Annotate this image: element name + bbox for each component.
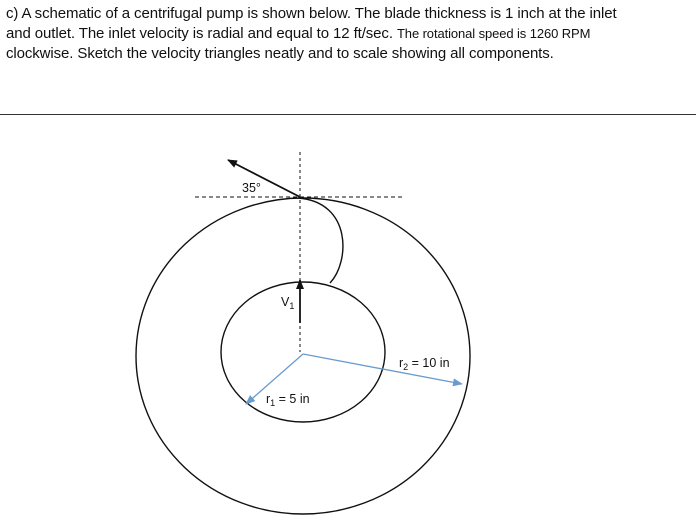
problem-line-3: clockwise. Sketch the velocity triangles neatly and to scale showing all components. <box>6 45 554 62</box>
r1-label-pre: r <box>266 392 271 406</box>
v1-label-main: V <box>281 295 290 309</box>
angle-label: 35° <box>242 181 261 195</box>
r2-label-post: = 10 in <box>408 356 450 370</box>
problem-line-2-text: and outlet. The inlet velocity is radial and equal to 12 ft/sec. <box>6 25 397 42</box>
problem-line-1: c) A schematic of a centrifugal pump is shown below. The blade thickness is 1 inch at the inlet <box>6 5 617 22</box>
v1-label <box>281 295 294 311</box>
r1-label <box>266 392 310 408</box>
r1-label-post: = 5 in <box>275 392 310 406</box>
r1-label-sub: 1 <box>270 398 276 408</box>
problem-line-2-rpm-text: The rotational speed is 1260 RPM <box>396 26 591 41</box>
impeller-blade <box>298 198 343 283</box>
v1-label-sub: 1 <box>289 301 295 311</box>
r2-label-sub: 2 <box>403 362 409 372</box>
r2-label-pre: r <box>399 356 404 370</box>
outlet-blade-angle-arrow <box>228 160 300 197</box>
r2-label <box>399 356 450 372</box>
